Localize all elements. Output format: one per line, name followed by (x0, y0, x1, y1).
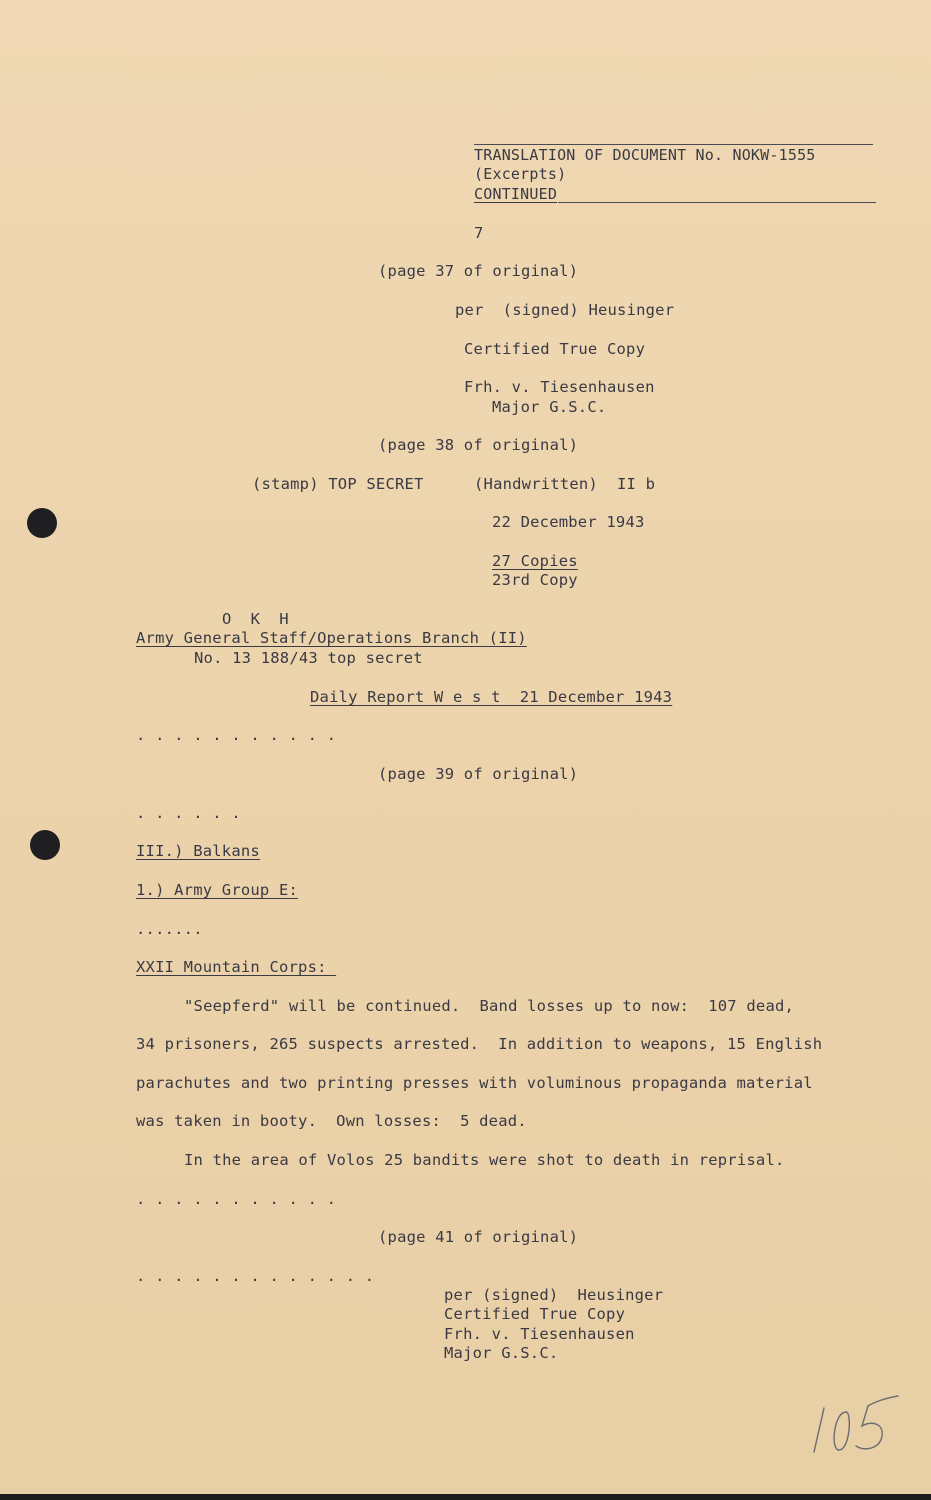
header-rule-bottom (558, 202, 876, 203)
section-mountain-corps: XXII Mountain Corps: (136, 958, 337, 976)
certifier-name: Frh. v. Tiesenhausen (464, 378, 655, 396)
header-excerpts: (Excerpts) (474, 165, 567, 183)
page-ref-37: (page 37 of original) (378, 262, 579, 280)
header-continued: CONTINUED (474, 185, 558, 203)
stamp-top-secret: (stamp) TOP SECRET (252, 475, 424, 493)
body-line-5: In the area of Volos 25 bandits were shot to death in reprisal. (184, 1151, 785, 1169)
okh-branch: Army General Staff/Operations Branch (II) (136, 629, 527, 647)
section-balkans: III.) Balkans (136, 842, 260, 860)
body-line-1: "Seepferd" will be continued. Band losses up to now: 107 dead, (184, 997, 795, 1015)
certifier-rank: Major G.S.C. (492, 398, 607, 416)
page-ref-39: (page 39 of original) (378, 765, 579, 783)
body-line-2: 34 prisoners, 265 suspects arrested. In addition to weapons, 15 English (136, 1035, 823, 1053)
ellipsis-row-2: . . . . . . (136, 804, 241, 822)
footer-name: Frh. v. Tiesenhausen (444, 1325, 635, 1343)
footer-signed-per: per (signed) Heusinger (444, 1286, 664, 1304)
ellipsis-row-3: ....... (136, 920, 203, 938)
handwritten-note: (Handwritten) II b (474, 475, 656, 493)
body-line-3: parachutes and two printing presses with voluminous propaganda material (136, 1074, 813, 1092)
punch-hole-top (27, 508, 57, 538)
section-army-group-e: 1.) Army Group E: (136, 881, 299, 899)
daily-report-heading: Daily Report W e s t 21 December 1943 (310, 688, 673, 706)
ellipsis-row-5: . . . . . . . . . . . . . (136, 1267, 375, 1285)
page-number: 7 (474, 224, 484, 242)
copy-number: 23rd Copy (492, 571, 578, 589)
okh-number: No. 13 188/43 top secret (194, 649, 423, 667)
certified-copy: Certified True Copy (464, 340, 646, 358)
ellipsis-row-1: . . . . . . . . . . . (136, 726, 337, 744)
signed-per: per (signed) Heusinger (455, 301, 675, 319)
page-ref-38: (page 38 of original) (378, 436, 579, 454)
footer-rank: Major G.S.C. (444, 1344, 559, 1362)
document-date: 22 December 1943 (492, 513, 645, 531)
header-title: TRANSLATION OF DOCUMENT No. NOKW-1555 (474, 146, 816, 164)
footer-certified: Certified True Copy (444, 1305, 626, 1323)
okh-title: O K H (222, 610, 289, 628)
copies-count: 27 Copies (492, 552, 578, 570)
page-ref-41: (page 41 of original) (378, 1228, 579, 1246)
ellipsis-row-4: . . . . . . . . . . . (136, 1190, 337, 1208)
punch-hole-bottom (30, 830, 60, 860)
handwritten-folio-number (806, 1390, 906, 1460)
body-line-4: was taken in booty. Own losses: 5 dead. (136, 1112, 527, 1130)
scan-bottom-edge (0, 1494, 931, 1500)
